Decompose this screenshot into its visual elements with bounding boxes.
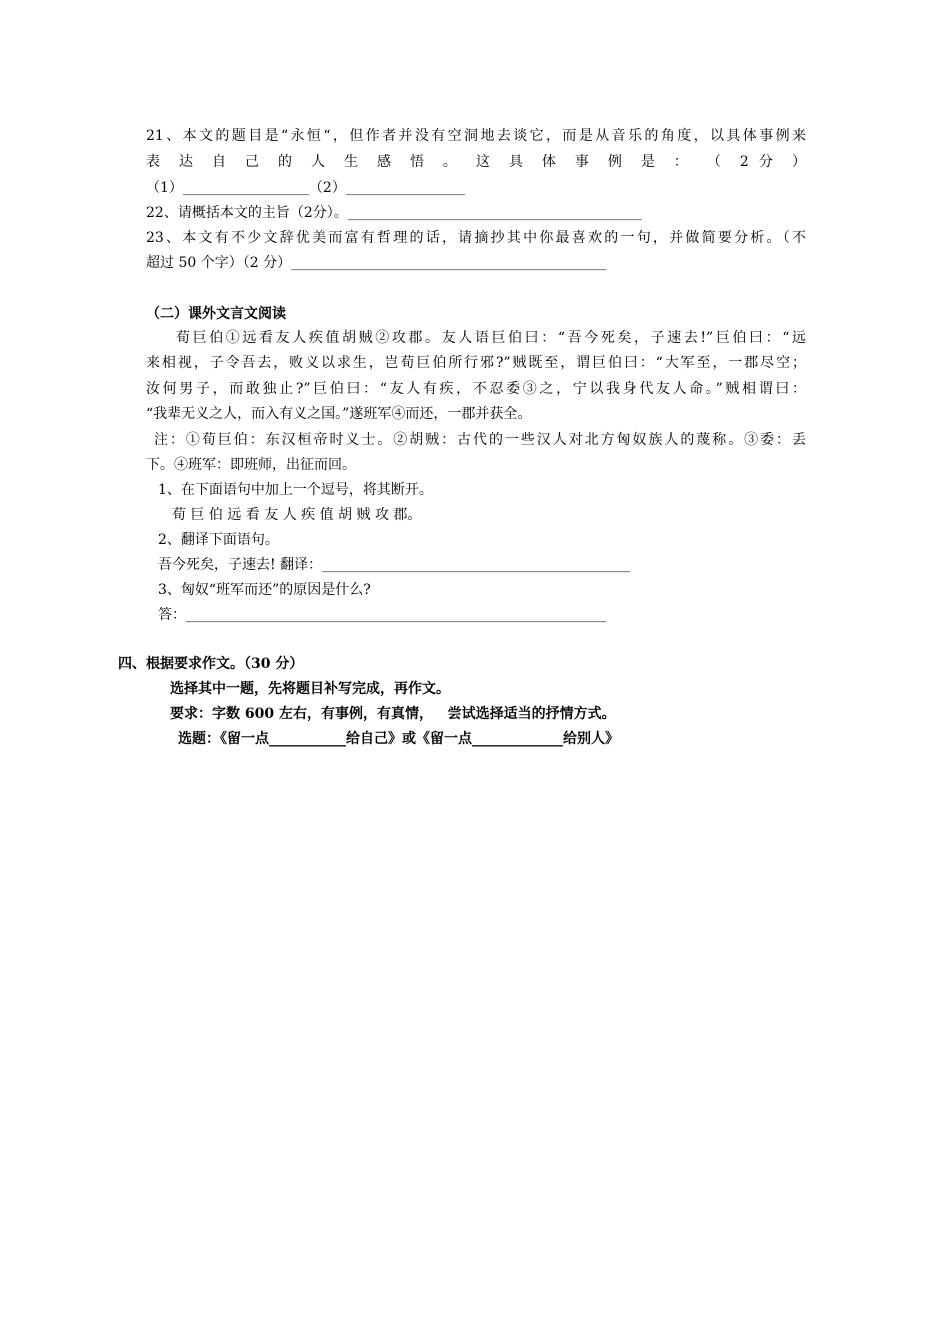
section4-requirement: 要求：字数 600 左右，有事例，有真情， 尝试选择适当的抒情方式。 — [170, 706, 616, 722]
section4-topics: 选题：《留一点___________给自己》或《留一点_____________给别人》 — [178, 731, 619, 747]
passage-line-2: 来相视，子令吾去，败义以求生，岂荀巨伯所行邪?”贼既至，谓巨伯曰：“大军至，一郡尽空； — [146, 355, 806, 371]
note-line-1: 注：①荀巨伯：东汉桓帝时义士。②胡贼：古代的一些汉人对北方匈奴族人的蔑称。③委：丢 — [154, 432, 806, 448]
passage-line-3: 汝何男子，而敢独止?”巨伯曰：“友人有疾，不忍委③之，宁以我身代友人命。”贼相谓曰： — [146, 381, 806, 397]
q3-prompt: 3、匈奴“班军而还”的原因是什么? — [158, 582, 371, 598]
section4-heading: 四、根据要求作文。（30 分） — [118, 656, 304, 672]
q23-line-2: 超过 50 个字）（2 分）_____________________________________________ — [146, 255, 607, 271]
q21-line-2: 表 达 自 己 的 人 生 感 悟 。 这 具 体 事 例 是 ： （ 2 分 ） — [146, 154, 806, 170]
q21-line-1: 21、本文的题目是“永恒“，但作者并没有空洞地去谈它，而是从音乐的角度，以具体事例来 — [146, 128, 806, 144]
q23-line-1: 23、本文有不少文辞优美而富有哲理的话，请摘抄其中你最喜欢的一句，并做简要分析。（不 — [146, 230, 806, 246]
q2-prompt: 2、翻译下面语句。 — [158, 532, 279, 548]
q21-blanks: （1）__________________（2）_________________ — [146, 180, 465, 196]
passage-line-1: 荀巨伯①远看友人疾值胡贼②攻郡。友人语巨伯曰：“吾今死矣，子速去!”巨伯曰：“远 — [176, 330, 806, 346]
section2-heading: （二）课外文言文阅读 — [146, 306, 286, 322]
q22-question: 22、请概括本文的主旨（2分）。__________________________________________ — [146, 205, 642, 221]
passage-line-4: “我辈无义之人，而入有义之国。”遂班军④而还，一郡并获全。 — [146, 406, 532, 422]
note-line-2: 下。④班军：即班师，出征而回。 — [146, 457, 356, 473]
q3-answer: 答：____________________________________________________________ — [158, 607, 606, 623]
q1-prompt: 1、在下面语句中加上一个逗号，将其断开。 — [158, 482, 433, 498]
section4-instruction: 选择其中一题，先将题目补写完成，再作文。 — [170, 681, 450, 697]
q1-sentence: 荀 巨 伯 远 看 友 人 疾 值 胡 贼 攻 郡。 — [172, 507, 422, 523]
q2-sentence: 吾今死矣，子速去! 翻译：____________________________________________ — [158, 557, 631, 573]
